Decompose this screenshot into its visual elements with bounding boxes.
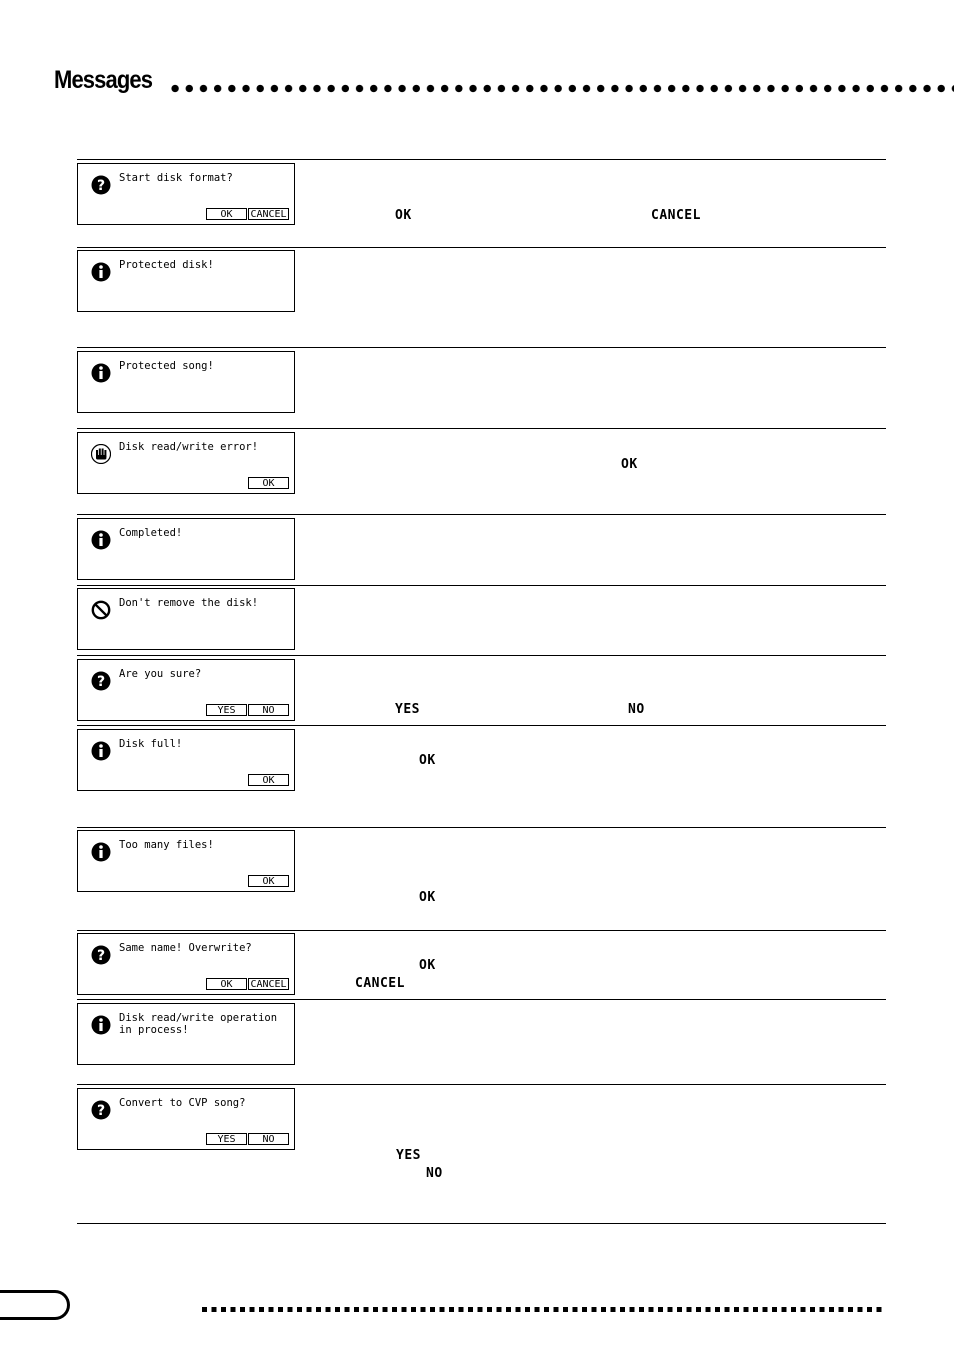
question-icon [91, 671, 111, 691]
keyword-no: NO [628, 702, 645, 717]
ok-button[interactable]: OK [206, 208, 247, 220]
page-number-tab [0, 1290, 70, 1320]
keyword-yes: YES [396, 1148, 421, 1163]
keyword-ok: OK [419, 890, 436, 905]
separator-rule [77, 514, 886, 515]
yes-button[interactable]: YES [206, 704, 247, 716]
ok-button[interactable]: OK [248, 774, 289, 786]
ok-button[interactable]: OK [248, 875, 289, 887]
separator-rule [77, 347, 886, 348]
svg-text:?: ? [96, 1103, 106, 1119]
info-icon [91, 1015, 111, 1035]
ok-button[interactable]: OK [206, 978, 247, 990]
message-box-start-disk-format [77, 163, 295, 225]
message-text: Same name! Overwrite? [119, 942, 252, 954]
no-button[interactable]: NO [248, 1133, 289, 1145]
message-text: Completed! [119, 527, 183, 539]
separator-rule [77, 585, 886, 586]
message-box-completed [77, 518, 295, 580]
yes-button[interactable]: YES [206, 1133, 247, 1145]
message-box-disk-read-write-error [77, 432, 295, 494]
keyword-ok: OK [419, 753, 436, 768]
message-box-disk-full [77, 729, 295, 791]
no-button[interactable]: NO [248, 704, 289, 716]
keyword-cancel: CANCEL [355, 976, 405, 991]
separator-rule [77, 1223, 886, 1224]
separator-rule [77, 1084, 886, 1085]
ok-button[interactable]: OK [248, 477, 289, 489]
message-box-disk-operation-in-process [77, 1003, 295, 1065]
message-box-dont-remove-disk [77, 588, 295, 650]
message-text: Start disk format? [119, 172, 233, 184]
info-icon [91, 363, 111, 383]
keyword-cancel: CANCEL [651, 208, 701, 223]
message-box-convert-to-cvp-song [77, 1088, 295, 1150]
separator-rule [77, 655, 886, 656]
separator-rule [77, 827, 886, 828]
question-icon [91, 1100, 111, 1120]
message-text: Disk read/write operation in process! [119, 1012, 278, 1036]
cancel-button[interactable]: CANCEL [248, 978, 289, 990]
page-title: Messages [54, 66, 153, 94]
message-box-protected-disk [77, 250, 295, 312]
svg-text:?: ? [96, 178, 106, 194]
message-box-same-name-overwrite [77, 933, 295, 995]
keyword-no: NO [426, 1166, 443, 1181]
prohibited-icon [91, 600, 111, 620]
message-text: Protected disk! [119, 259, 214, 271]
info-icon [91, 262, 111, 282]
keyword-ok: OK [395, 208, 412, 223]
message-text: Are you sure? [119, 668, 202, 680]
separator-rule [77, 428, 886, 429]
cancel-button[interactable]: CANCEL [248, 208, 289, 220]
separator-rule [77, 247, 886, 248]
separator-rule [77, 930, 886, 931]
message-text: Disk full! [119, 738, 183, 750]
message-text: Disk read/write error! [119, 441, 259, 453]
separator-rule [77, 159, 886, 160]
message-text: Protected song! [119, 360, 214, 372]
svg-text:?: ? [96, 674, 106, 690]
message-text: Convert to CVP song? [119, 1097, 246, 1109]
message-box-protected-song [77, 351, 295, 413]
message-box-are-you-sure [77, 659, 295, 721]
info-icon [91, 741, 111, 761]
message-text: Too many files! [119, 839, 214, 851]
info-icon [91, 842, 111, 862]
keyword-ok: OK [419, 958, 436, 973]
message-text: Don't remove the disk! [119, 597, 259, 609]
keyword-ok: OK [621, 457, 638, 472]
svg-text:?: ? [96, 948, 106, 964]
question-icon [91, 945, 111, 965]
separator-rule [77, 999, 886, 1000]
hand-stop-icon [91, 444, 111, 464]
message-box-too-many-files [77, 830, 295, 892]
question-icon [91, 175, 111, 195]
info-icon [91, 530, 111, 550]
separator-rule [77, 725, 886, 726]
heading-dot-leader [168, 84, 954, 93]
keyword-yes: YES [395, 702, 420, 717]
footer-dash-line [202, 1307, 886, 1312]
